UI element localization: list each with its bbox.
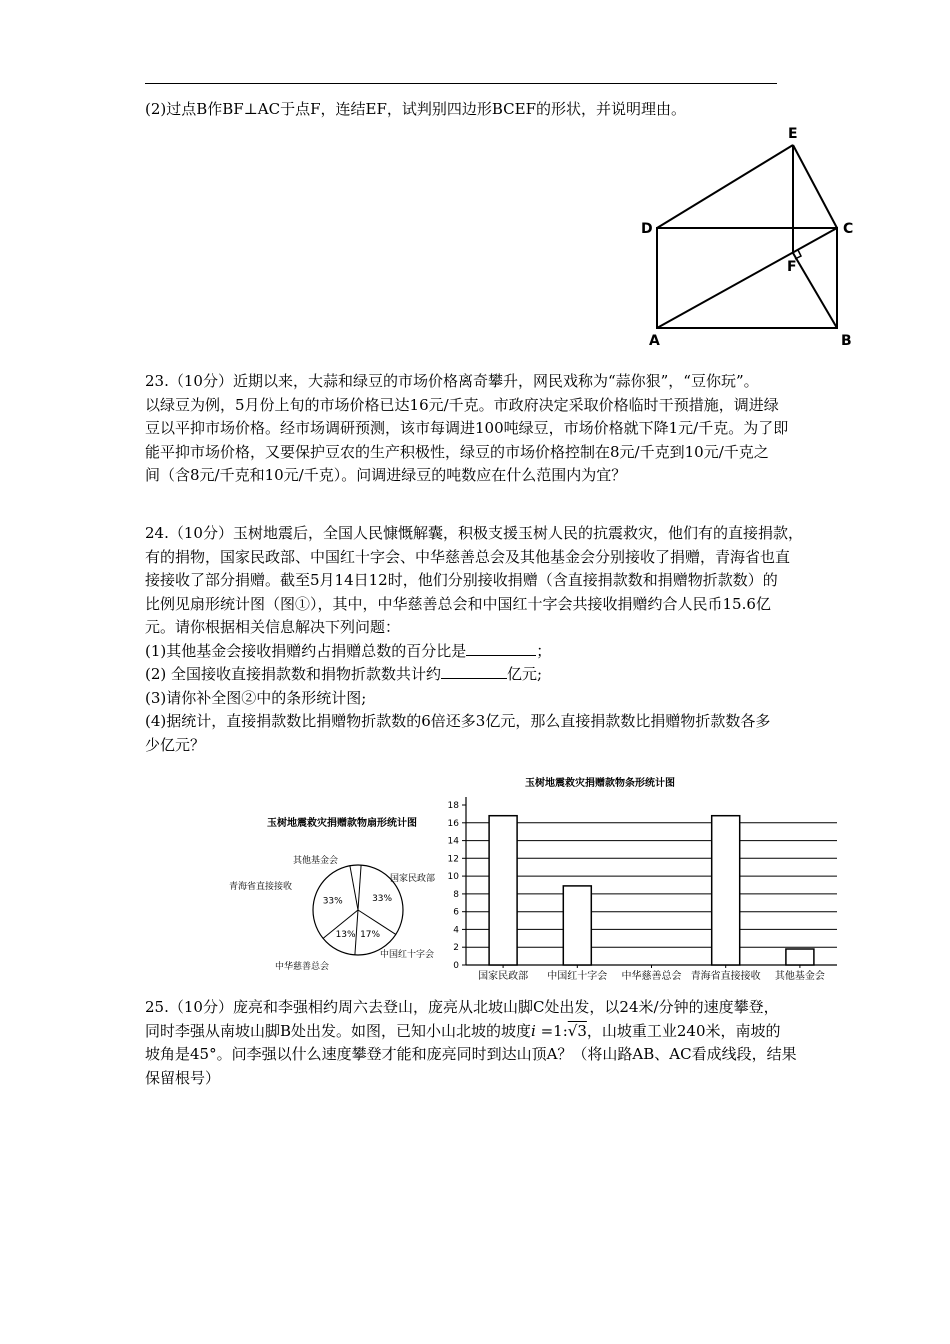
- q24-sub2: [145, 663, 865, 687]
- q25-line: [145, 1020, 865, 1044]
- q22-part2-text: (2)过点B作BF⊥AC于点F，连结EF，试判别四边形BCEF的形状，并说明理由。: [145, 100, 687, 118]
- q23-line: 间（含8元/千克和10元/千克）。问调进绿豆的吨数应在什么范围内为宜？: [145, 466, 627, 484]
- bar-chart: [435, 770, 865, 985]
- answer-blank-1[interactable]: [466, 641, 536, 656]
- segment-ec: [793, 145, 837, 228]
- y-tick-label: 0: [453, 961, 459, 971]
- pie-slices: [229, 854, 435, 972]
- bar: [489, 816, 517, 965]
- bar-plot: [448, 797, 837, 982]
- label-d: D: [641, 221, 653, 237]
- pie-slice-percent: 13%: [335, 930, 356, 940]
- q24-line: 24.（10分）玉树地震后，全国人民慷慨解囊，积极支援玉树人民的抗震救灾，他们有的直接捐款，: [145, 524, 803, 542]
- q24-line: 有的捐物，国家民政部、中国红十字会、中华慈善总会及其他基金会分别接收了捐赠，青海省也直: [145, 547, 791, 566]
- q23-line: 能平抑市场价格，又要保护豆农的生产积极性，绿豆的市场价格控制在8元/千克到10元/千克之: [145, 442, 769, 461]
- segment-fb: [793, 253, 837, 328]
- pie-slice-percent: 33%: [322, 896, 343, 907]
- y-tick-label: 8: [453, 889, 459, 900]
- pie-slice-label: 国家民政部: [390, 874, 436, 884]
- pie-slice-divider: [350, 866, 358, 910]
- segment-de: [657, 145, 793, 228]
- y-tick-label: 10: [447, 872, 459, 883]
- q24-sub2-prefix: (2) 全国接收直接捐款数和捐物折款数共计约: [145, 665, 442, 683]
- x-category-label: 中国红十字会: [547, 971, 608, 982]
- q24-sub1-prefix: (1)其他基金会接收捐赠约占捐赠总数的百分比是: [145, 641, 467, 660]
- pie-slice-label: 中华慈善总会: [275, 962, 330, 972]
- q24-line: 接接收了部分捐赠。截至5月14日12时，他们分别接收捐赠（含直接捐款数和捐赠物折款数）的: [145, 571, 778, 589]
- q24-line: 比例见扇形统计图（图①），其中，中华慈善总会和中国红十字会共接收捐赠约合人民币15.6亿: [145, 594, 771, 613]
- y-tick-label: 18: [447, 801, 459, 811]
- q23-line: 豆以平抑市场价格。经市场调研预测，该市每调进100吨绿豆，市场价格就下降1元/千克。为了即: [145, 419, 789, 437]
- bar: [712, 816, 740, 965]
- pie-slice-divider: [358, 865, 361, 910]
- y-tick-label: 16: [447, 818, 459, 829]
- q25-line2-head: 同时李强从南坡山脚B处出发。如图，已知小山北坡的坡度: [145, 1021, 532, 1040]
- pie-title: 玉树地震救灾捐赠款物扇形统计图: [267, 818, 417, 829]
- q25-line: 坡角是45°。问李强以什么速度攀登才能和庞亮同时到达山顶A？（将山路AB、AC看成线段，结果: [145, 1045, 797, 1063]
- label-a: A: [649, 333, 660, 349]
- x-category-label: 国家民政部: [478, 971, 529, 982]
- x-category-label: 中华慈善总会: [621, 971, 682, 982]
- q24-sub2-suffix: 亿元;: [507, 665, 543, 683]
- q23: [145, 370, 865, 488]
- geometry-figure: [630, 118, 870, 353]
- pie-slice-label: 中国红十字会: [380, 950, 435, 960]
- bar: [786, 949, 814, 965]
- pie-slice-label: 其他基金会: [293, 856, 339, 866]
- q24-sub4-line: 少亿元？: [145, 735, 206, 754]
- pie-slice-label: 青海省直接接收: [229, 882, 293, 892]
- slope-ratio: =1:: [535, 1021, 568, 1040]
- q24-sub4-line: (4)据统计，直接捐款数比捐赠物折款数的6倍还多3亿元，那么直接捐款数比捐赠物折款数各多: [145, 712, 771, 730]
- segment-ac: [657, 228, 837, 328]
- q24-sub3: (3)请你补全图②中的条形统计图;: [145, 688, 367, 707]
- q24-line: 元。请你根据相关信息解决下列问题：: [145, 618, 401, 636]
- x-category-label: 青海省直接接收: [690, 971, 761, 982]
- pie-chart: [215, 805, 465, 980]
- q24-sub1-suffix: ；: [536, 641, 552, 660]
- pie-slice-percent: 17%: [360, 930, 381, 941]
- y-tick-label: 12: [447, 854, 459, 865]
- q24: [145, 522, 865, 757]
- pie-slice-percent: 33%: [372, 893, 393, 904]
- q25: [145, 996, 865, 1090]
- q23-line: 以绿豆为例，5月份上旬的市场价格已达16元/千克。市政府决定采取价格临时干预措施，调进绿: [145, 395, 779, 414]
- label-e: E: [788, 126, 798, 142]
- x-category-label: 其他基金会: [774, 971, 825, 982]
- sqrt-three: √3: [567, 1021, 587, 1040]
- slope-symbol: i: [531, 1021, 536, 1040]
- top-rule: [145, 83, 777, 84]
- y-tick-label: 2: [453, 943, 459, 954]
- label-c: C: [843, 221, 854, 237]
- y-tick-label: 6: [453, 907, 459, 918]
- label-b: B: [841, 333, 852, 349]
- q25-line: 25.（10分）庞亮和李强相约周六去登山，庞亮从北坡山脚C处出发，以24米/分钟的速度攀登，: [145, 998, 779, 1016]
- bar: [563, 886, 591, 965]
- q24-sub1: [145, 640, 865, 664]
- y-tick-label: 4: [453, 925, 459, 936]
- answer-blank-2[interactable]: [441, 664, 507, 679]
- q25-line: 保留根号）: [145, 1068, 221, 1087]
- q25-line2-tail: ，山坡重工业240米，南坡的: [586, 1021, 781, 1040]
- bar-title: 玉树地震救灾捐赠款物条形统计图: [525, 778, 675, 789]
- y-tick-label: 14: [447, 836, 459, 847]
- label-f: F: [787, 259, 797, 275]
- q23-line: 23.（10分）近期以来，大蒜和绿豆的市场价格离奇攀升，网民戏称为“蒜你狠”，“豆你玩”。: [145, 372, 759, 390]
